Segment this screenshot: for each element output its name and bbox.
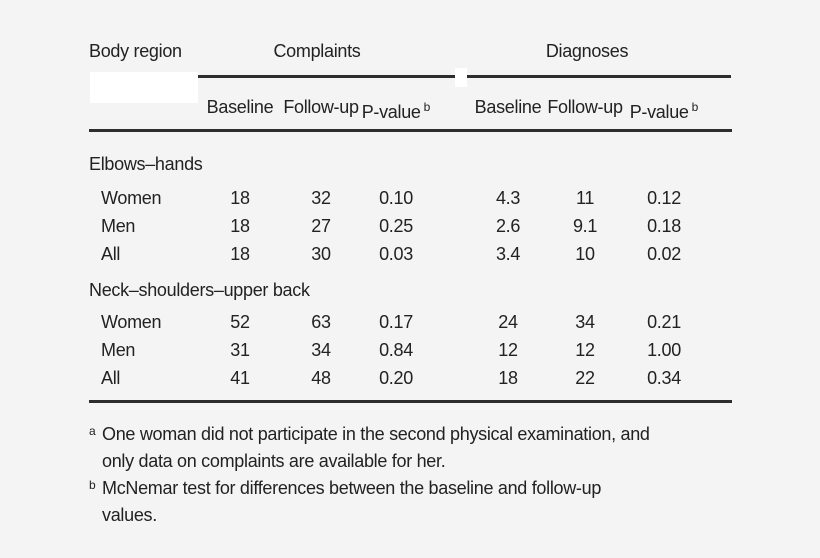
diagnoses-baseline-value: 24: [498, 312, 518, 332]
row-label: Women: [101, 312, 162, 332]
diagnoses-followup-value: 9.1: [572, 216, 598, 236]
complaints-pvalue: 0.20: [379, 368, 413, 388]
complaints-baseline-value: 18: [230, 244, 250, 264]
row-label: Men: [101, 216, 136, 236]
diagnoses-followup-value: 34: [575, 312, 595, 332]
complaints-followup-value: 32: [311, 188, 331, 208]
diagnoses-followup-value: 11: [575, 188, 595, 208]
complaints-followup-value: 34: [311, 340, 331, 360]
table-row: [89, 244, 749, 266]
complaints-pvalue: 0.17: [379, 312, 413, 332]
table-row: [89, 216, 749, 238]
table-row: [89, 312, 749, 334]
subheader-complaints-pvalue: [361, 97, 431, 122]
diagnoses-followup-value: 12: [575, 340, 595, 360]
diagnoses-baseline-value: 18: [498, 368, 518, 388]
section-label: Neck–shoulders–upper back: [89, 280, 310, 300]
subheader-complaints-followup: Follow-up: [283, 97, 359, 117]
complaints-baseline-value: 31: [230, 340, 250, 360]
subheader-diagnoses-baseline: Baseline: [474, 97, 542, 117]
footnote-a-text: [102, 421, 749, 475]
diagnoses-baseline-value: 4.3: [495, 188, 521, 208]
header-group-diagnoses: Diagnoses: [545, 41, 629, 61]
footnote-a-line2: only data on complaints are available for her.: [102, 451, 446, 471]
diagnoses-baseline-value: 2.6: [495, 216, 521, 236]
footnote-a-line1: One woman did not participate in the second physical examination, and: [102, 424, 650, 444]
footnote-a: [89, 421, 749, 475]
table-row: [89, 368, 749, 390]
section-label: Elbows–hands: [89, 154, 203, 174]
diagnoses-pvalue: 1.00: [647, 340, 681, 360]
complaints-followup-value: 48: [311, 368, 331, 388]
section-header-row: [89, 154, 749, 176]
row-label: Women: [101, 188, 162, 208]
subheader-diagnoses-followup: Follow-up: [547, 97, 623, 117]
diagnoses-followup-value: 10: [575, 244, 595, 264]
section-header-row: [89, 280, 749, 302]
table-row: [89, 340, 749, 362]
pvalue-footnote-marker: b: [691, 100, 699, 114]
subheader-diagnoses-pvalue: [623, 97, 705, 122]
complaints-baseline-value: 18: [230, 188, 250, 208]
table-header-groups: [89, 41, 749, 63]
complaints-pvalue: 0.25: [379, 216, 413, 236]
footnote-b-text: [102, 475, 749, 529]
diagnoses-pvalue: 0.12: [647, 188, 681, 208]
complaints-pvalue: 0.03: [379, 244, 413, 264]
subheader-complaints-baseline: Baseline: [206, 97, 274, 117]
diagnoses-pvalue: 0.21: [647, 312, 681, 332]
footnote-b: [89, 475, 749, 529]
pvalue-footnote-marker: b: [423, 100, 431, 114]
footnote-a-marker: a: [89, 424, 96, 438]
rule-under-diagnoses: [467, 75, 731, 78]
complaints-baseline-value: 41: [230, 368, 250, 388]
table-row: [89, 188, 749, 210]
pvalue-label: P-value: [629, 102, 689, 122]
footnote-b-line1: McNemar test for differences between the baseline and follow-up: [102, 478, 602, 498]
rule-under-complaints: [198, 75, 455, 78]
pvalue-label: P-value: [361, 102, 421, 122]
footnote-b-line2: values.: [102, 505, 157, 525]
complaints-followup-value: 63: [311, 312, 331, 332]
complaints-pvalue: 0.10: [379, 188, 413, 208]
complaints-followup-value: 30: [311, 244, 331, 264]
diagnoses-baseline-value: 12: [498, 340, 518, 360]
diagnoses-followup-value: 22: [575, 368, 595, 388]
diagnoses-pvalue: 0.02: [647, 244, 681, 264]
table-subheader-row: [89, 97, 749, 122]
rule-under-subheaders: [89, 129, 732, 132]
white-patch-rule-gap: [455, 68, 467, 87]
diagnoses-pvalue: 0.34: [647, 368, 681, 388]
row-label: Men: [101, 340, 136, 360]
row-label: All: [101, 368, 121, 388]
complaints-baseline-value: 52: [230, 312, 250, 332]
rule-above-footnotes: [89, 400, 732, 403]
footnote-b-marker: b: [89, 478, 96, 492]
header-group-complaints: Complaints: [273, 41, 361, 61]
diagnoses-baseline-value: 3.4: [495, 244, 521, 264]
diagnoses-pvalue: 0.18: [647, 216, 681, 236]
complaints-pvalue: 0.84: [379, 340, 413, 360]
complaints-baseline-value: 18: [230, 216, 250, 236]
header-body-region: Body region: [89, 41, 182, 61]
complaints-followup-value: 27: [311, 216, 331, 236]
row-label: All: [101, 244, 121, 264]
